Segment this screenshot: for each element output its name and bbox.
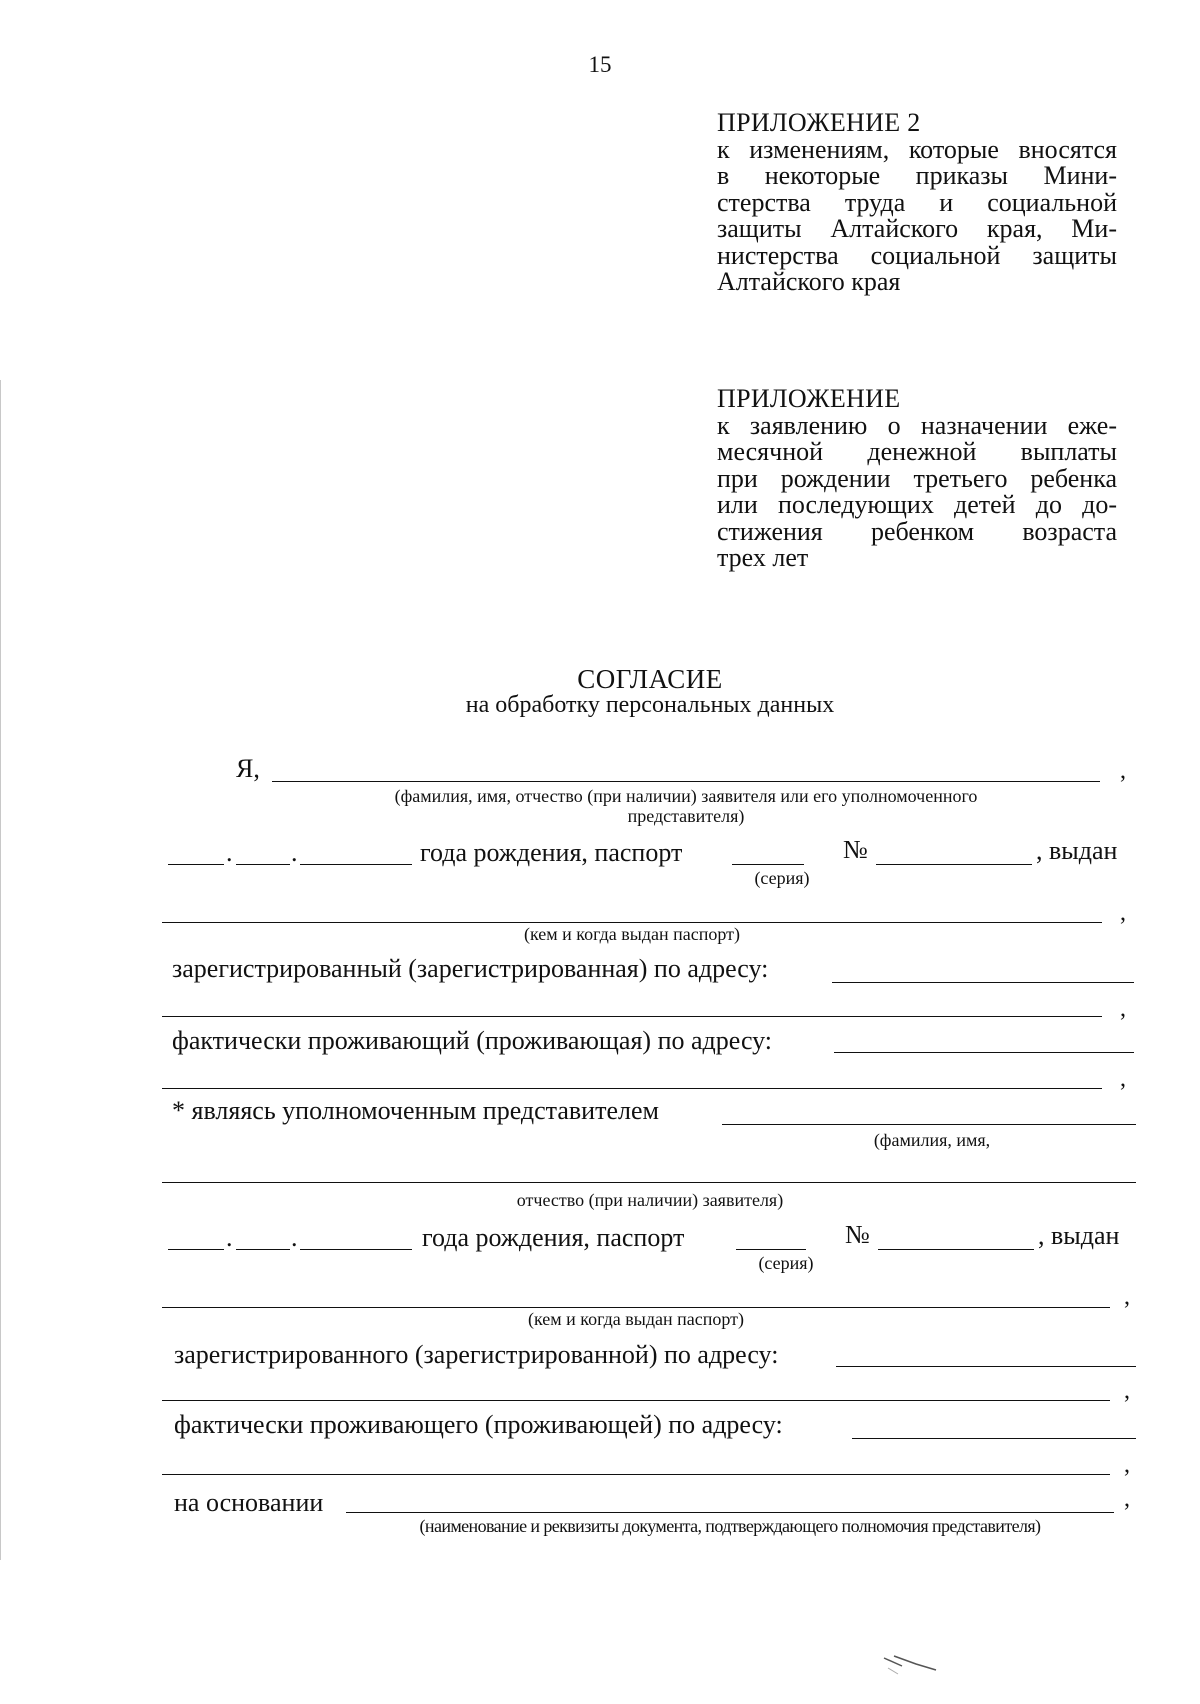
birth-day-field[interactable] bbox=[168, 864, 224, 865]
applicant-issued-by-field[interactable] bbox=[162, 1307, 1110, 1308]
annex-line: или последующих детей до до- bbox=[717, 490, 1117, 519]
annex-2-title: ПРИЛОЖЕНИЕ 2 bbox=[717, 108, 921, 137]
actual-label-2: фактически проживающего (проживающей) по адресу: bbox=[174, 1410, 783, 1439]
applicant-birth-month-field[interactable] bbox=[236, 1249, 290, 1250]
issued-by-field[interactable] bbox=[162, 922, 1102, 923]
comma: , bbox=[1124, 1486, 1130, 1512]
issued-by-caption: (кем и когда выдан паспорт) bbox=[523, 924, 740, 944]
annex-line: при рождении третьего ребенка bbox=[717, 463, 1117, 493]
annex-line: к заявлению о назначении еже- bbox=[717, 410, 1117, 440]
number-sign: № bbox=[843, 835, 868, 864]
annex-2-body bbox=[717, 134, 1117, 296]
applicant-actual-address-field[interactable] bbox=[852, 1438, 1136, 1439]
annex-2-line: к изменениям, которые вносятся bbox=[717, 134, 1117, 164]
registered-address-field-cont[interactable] bbox=[162, 1016, 1102, 1017]
annex-body bbox=[717, 410, 1117, 572]
comma: , bbox=[1120, 1066, 1126, 1092]
representative-label: * являясь уполномоченным представителем bbox=[172, 1096, 659, 1125]
number-sign: № bbox=[845, 1220, 870, 1249]
comma: , bbox=[1124, 1452, 1130, 1478]
annex-line: стижения ребенком возраста bbox=[717, 516, 1117, 546]
applicant-issued-by-caption: (кем и когда выдан паспорт) bbox=[527, 1309, 744, 1329]
applicant-birth-day-field[interactable] bbox=[168, 1249, 224, 1250]
comma: , bbox=[1124, 1378, 1130, 1404]
annex-2-line: нистерства социальной защиты bbox=[717, 240, 1117, 270]
applicant-registered-address-field-cont[interactable] bbox=[162, 1400, 1110, 1401]
comma: , bbox=[1124, 1284, 1130, 1310]
document-title: СОГЛАСИЕ bbox=[577, 664, 723, 694]
actual-address-field[interactable] bbox=[834, 1052, 1134, 1053]
actual-address-field-cont[interactable] bbox=[162, 1088, 1102, 1089]
applicant-birth-year-field[interactable] bbox=[300, 1249, 412, 1250]
birth-month-field[interactable] bbox=[236, 864, 290, 865]
basis-caption: (наименование и реквизиты документа, подтверждающего полномочия представителя) bbox=[419, 1516, 1041, 1536]
birth-passport-label: года рождения, паспорт bbox=[420, 838, 683, 867]
applicant-actual-address-field-cont[interactable] bbox=[162, 1474, 1110, 1475]
i-label: Я, bbox=[236, 754, 260, 783]
annex-2-line: стерства труда и социальной bbox=[717, 187, 1117, 217]
applicant-passport-number-field[interactable] bbox=[878, 1249, 1034, 1250]
fio-caption: (фамилия, имя, отчество (при наличии) заявителя или его уполномоченного bbox=[394, 786, 978, 806]
page-number: 15 bbox=[588, 52, 612, 77]
date-separator: . bbox=[291, 838, 298, 867]
actual-label: фактически проживающий (проживающая) по адресу: bbox=[172, 1026, 773, 1055]
applicant-birth-passport-label: года рождения, паспорт bbox=[422, 1223, 685, 1252]
annex-title: ПРИЛОЖЕНИЕ bbox=[717, 384, 901, 413]
applicant-name-field[interactable] bbox=[722, 1124, 1136, 1125]
basis-label: на основании bbox=[174, 1488, 324, 1517]
registered-label: зарегистрированный (зарегистрированная) по адресу: bbox=[172, 954, 769, 983]
comma: , bbox=[1120, 996, 1126, 1022]
fio-field[interactable] bbox=[272, 781, 1100, 782]
date-separator: . bbox=[291, 1223, 298, 1252]
passport-number-field[interactable] bbox=[876, 864, 1032, 865]
annex-2-line: защиты Алтайского края, Ми- bbox=[717, 214, 1117, 243]
date-separator: . bbox=[226, 838, 233, 867]
basis-document-field[interactable] bbox=[346, 1512, 1114, 1513]
registered-address-field[interactable] bbox=[832, 982, 1134, 983]
document-subtitle: на обработку персональных данных bbox=[465, 692, 835, 718]
fio-caption-cont: представителя) bbox=[627, 806, 745, 826]
series-caption: (серия) bbox=[754, 868, 810, 888]
date-separator: . bbox=[226, 1223, 233, 1252]
applicant-caption-cont: отчество (при наличии) заявителя) bbox=[516, 1190, 784, 1210]
series-caption: (серия) bbox=[758, 1253, 814, 1273]
annex-2-line: в некоторые приказы Мини- bbox=[717, 161, 1117, 190]
passport-series-field[interactable] bbox=[732, 864, 804, 865]
applicant-registered-address-field[interactable] bbox=[836, 1366, 1136, 1367]
applicant-caption: (фамилия, имя, bbox=[873, 1130, 991, 1150]
issued-label: , выдан bbox=[1038, 1221, 1120, 1250]
birth-year-field[interactable] bbox=[300, 864, 412, 865]
registered-label-2: зарегистрированного (зарегистрированной) по адресу: bbox=[174, 1340, 779, 1369]
annex-2-line: Алтайского края bbox=[717, 267, 901, 296]
scan-edge-line bbox=[0, 380, 2, 1560]
pen-mark-icon bbox=[880, 1648, 960, 1688]
annex-line: месячной денежной выплаты bbox=[717, 437, 1117, 466]
annex-block bbox=[717, 386, 1117, 572]
applicant-passport-series-field[interactable] bbox=[736, 1249, 806, 1250]
comma: , bbox=[1120, 758, 1126, 784]
issued-label: , выдан bbox=[1036, 836, 1118, 865]
annex-line: трех лет bbox=[717, 543, 809, 572]
comma: , bbox=[1120, 900, 1126, 926]
annex-2-block bbox=[717, 110, 1117, 296]
applicant-name-field-cont[interactable] bbox=[162, 1182, 1136, 1183]
